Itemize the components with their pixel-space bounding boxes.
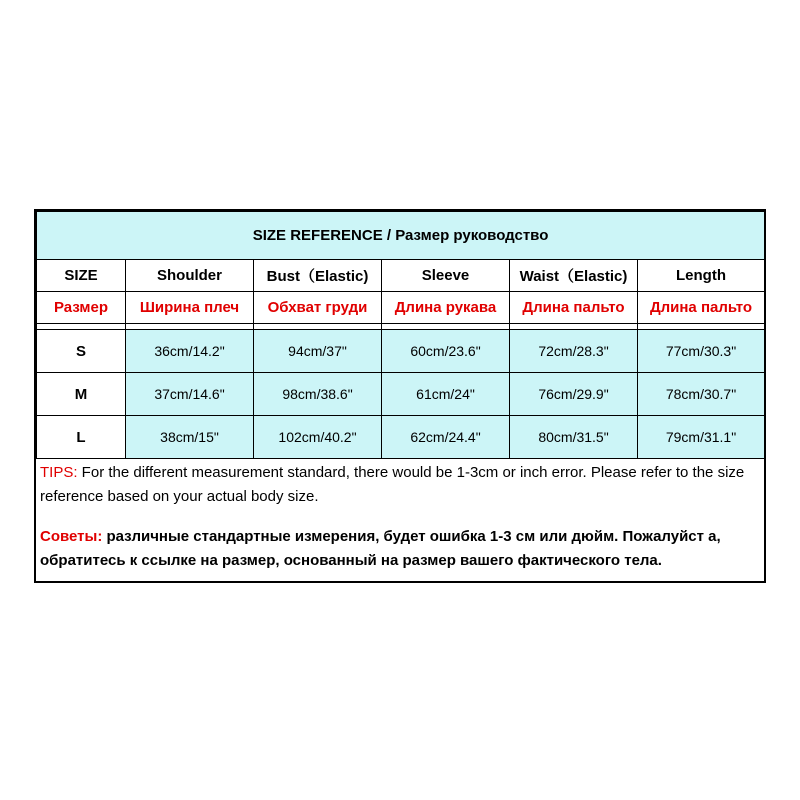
header-bust: Bust（Elastic) <box>254 260 382 292</box>
size-label: L <box>37 416 126 459</box>
size-label: M <box>37 373 126 416</box>
header-ru-shoulder: Ширина плеч <box>126 292 254 324</box>
table-title-row <box>37 212 765 260</box>
table-cell: 98cm/38.6" <box>254 373 382 416</box>
tips-ru <box>40 525 760 573</box>
tips-en <box>40 461 760 509</box>
header-ru-bust: Обхват груди <box>254 292 382 324</box>
header-size: SIZE <box>37 260 126 292</box>
header-waist: Waist（Elastic) <box>510 260 638 292</box>
table-row <box>37 373 765 416</box>
table-cell: 38cm/15" <box>126 416 254 459</box>
table-cell: 60cm/23.6" <box>382 330 510 373</box>
table-cell: 61cm/24" <box>382 373 510 416</box>
notes-section <box>36 459 764 573</box>
tips-ru-label: Советы: <box>40 528 103 545</box>
table-cell: 37cm/14.6" <box>126 373 254 416</box>
header-row-ru <box>37 292 765 324</box>
table-title: SIZE REFERENCE / Размер руководство <box>37 212 765 260</box>
table-cell: 102cm/40.2" <box>254 416 382 459</box>
header-ru-length: Длина пальто <box>638 292 765 324</box>
header-sleeve: Sleeve <box>382 260 510 292</box>
table-cell: 62cm/24.4" <box>382 416 510 459</box>
tips-ru-text: различные стандартные измерения, будет ошибка 1-3 см или дюйм. Пожалуйст а, обратитесь к ссылке на размер, основанный на размер вашего фактического тела. <box>40 528 721 569</box>
table-cell: 94cm/37" <box>254 330 382 373</box>
size-chart <box>34 209 766 583</box>
table-row <box>37 416 765 459</box>
header-ru-sleeve: Длина рукава <box>382 292 510 324</box>
tips-label: TIPS: <box>40 464 78 481</box>
header-shoulder: Shoulder <box>126 260 254 292</box>
table-cell: 36cm/14.2" <box>126 330 254 373</box>
size-label: S <box>37 330 126 373</box>
table-cell: 77cm/30.3" <box>638 330 765 373</box>
table-cell: 79cm/31.1" <box>638 416 765 459</box>
table-cell: 80cm/31.5" <box>510 416 638 459</box>
table-cell: 78cm/30.7" <box>638 373 765 416</box>
table-row <box>37 330 765 373</box>
table-cell: 76cm/29.9" <box>510 373 638 416</box>
header-length: Length <box>638 260 765 292</box>
size-reference-table <box>36 211 765 459</box>
header-ru-size: Размер <box>37 292 126 324</box>
tips-text: For the different measurement standard, there would be 1-3cm or inch error. Please refer to the size reference based on your actual body size. <box>40 464 745 505</box>
header-ru-waist: Длина пальто <box>510 292 638 324</box>
table-cell: 72cm/28.3" <box>510 330 638 373</box>
header-row-en <box>37 260 765 292</box>
